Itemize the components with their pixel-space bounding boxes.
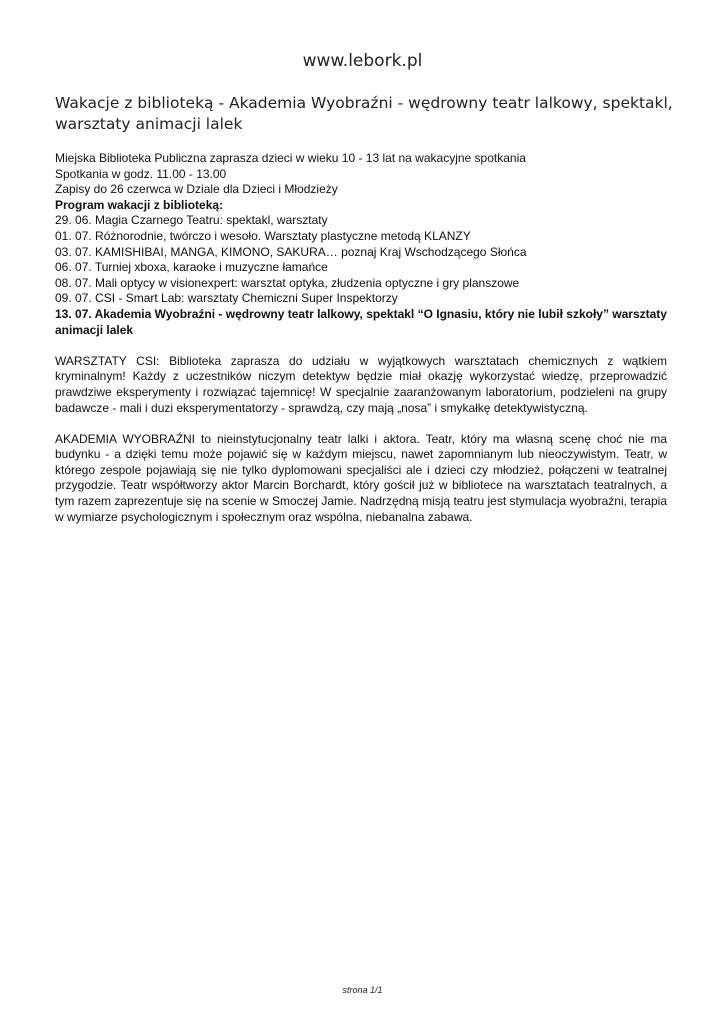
intro-line: Spotkania w godz. 11.00 - 13.00 (55, 166, 227, 181)
paragraph-akademia: AKADEMIA WYOBRAŹNI to nieinstytucjonalny teatr lalki i aktora. Teatr, który ma własną scenę choć nie ma budynku - a dzięki temu może pojawić się w każdym miejscu, nawet zapomnianym lub nieoczywistym. Teatr, w którego zespole pojawiają się nie tylko dyplomowani specjaliści ale i dzieci czy młodzież, połączeni w teatralnej przygodzie. Teatr współtworzy aktor Marcin Borchardt, który gościł już w bibliotece na warsztatach teatralnych, a tym razem zaprezentuje się na scenie w Smoczej Jamie. Nadrzędną misją teatru jest stymulacja wyobraźni, terapia w wymiarze psychologicznym i społecznym oraz wspólna, niebanalna zabawa. (55, 431, 667, 524)
site-url: www.lebork.pl (302, 51, 423, 71)
program-heading: Program wakacji z biblioteką: (55, 197, 224, 212)
program-item: 29. 06. Magia Czarnego Teatru: spektakl, warsztaty (55, 213, 328, 228)
intro-line: Miejska Biblioteka Publiczna zaprasza dzieci w wieku 10 - 13 lat na wakacyjne spotkania (55, 151, 526, 165)
article-title: Wakacje z biblioteką - Akademia Wyobraźni - wędrowny teatr lalkowy, spektakl, warsztaty animacji lalek (55, 94, 673, 133)
intro (55, 151, 667, 198)
program-item: 03. 07. KAMISHIBAI, MANGA, KIMONO, SAKURA… poznaj Kraj Wschodzącego Słońca (55, 244, 527, 259)
program-item: 08. 07. Mali optycy w visionexpert: warsztat optyka, złudzenia optyczne i gry planszowe (55, 275, 520, 290)
page-number: strona 1/1 (342, 985, 383, 995)
program-item: 09. 07. CSI - Smart Lab: warsztaty Chemiczni Super Inspektorzy (55, 291, 398, 306)
program-item: 01. 07. Różnorodnie, twórczo i wesoło. Warsztaty plastyczne metodą KLANZY (55, 228, 471, 243)
program-list (55, 213, 667, 338)
program-item-highlight: 13. 07. Akademia Wyobraźni - wędrowny teatr lalkowy, spektakl “O Ignasiu, który nie lubił szkoły” warsztaty animacji lalek (55, 306, 667, 337)
intro-line: Zapisy do 26 czerwca w Dziale dla Dzieci i Młodzieży (55, 182, 338, 197)
program-item: 06. 07. Turniej xboxa, karaoke i muzyczne łamańce (55, 260, 328, 275)
article-body (55, 151, 667, 525)
paragraph-csi: WARSZTATY CSI: Biblioteka zaprasza do udziału w wyjątkowych warsztatach chemicznych z wątkiem kryminalnym! Każdy z uczestników niczym detektyw będzie miał okazję wykorzystać wiedzę, przeprowadzić prawdziwe eksperymenty i rozwiązać tajemnicę! W specjalnie zaaranżowanym laboratorium, podzieleni na grupy badawcze - mali i duzi eksperymentatorzy - sprawdzą, czy mają „nosa” i smykałkę detektywistyczną. (55, 353, 667, 415)
